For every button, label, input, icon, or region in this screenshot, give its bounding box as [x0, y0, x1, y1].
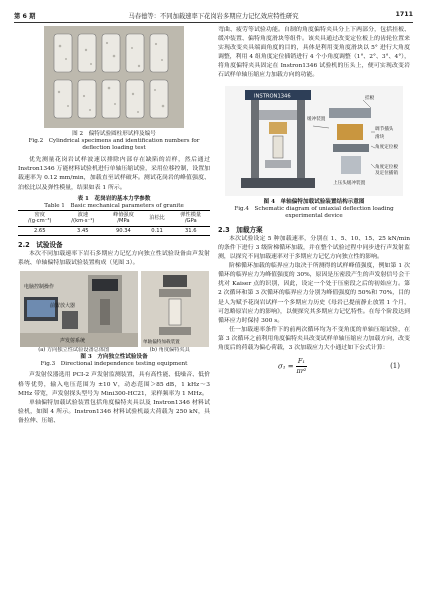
fig4-label-pin: 角度定位板	[375, 164, 398, 170]
issue-number: 第 6 期	[14, 13, 36, 20]
left-paragraph-3: 单轴偏特加载试验装置包括角度偏特夹具以及 Instron1346 材料试验机，如图 4 所示。Instron1346 材料试验机最大荷载为 250 kN，具备拉伸、压缩、	[18, 399, 210, 424]
table-cell: 3.45	[61, 226, 104, 235]
table1-caption-cn: 表 1 花岗岩的基本力学参数	[77, 195, 151, 202]
figure-4	[218, 86, 410, 220]
fig3-label-device: 单轴偏特加载装置	[142, 340, 180, 346]
right-column	[218, 26, 410, 376]
fig4-label-slider: 滑块	[375, 134, 385, 140]
equation-number: (1)	[390, 362, 400, 371]
table-header-modulus: 弹性模量 /GPa	[171, 210, 210, 225]
fig4-label-buffer: 缓冲装置	[307, 116, 326, 122]
equipment-overview-graphic	[20, 271, 138, 347]
fig2-caption-cn: 图 2 偏特试验圆柱形试样及编号	[72, 131, 156, 137]
equation-1	[218, 353, 410, 376]
figure-3	[18, 271, 210, 368]
table-cell: 0.11	[143, 226, 172, 235]
left-paragraph-2: 声发射仪器选用 PCI-2 声发射监测装置，具有高性能、低噪音、低价格等优势，输入电压范围为 ±10 V，动态范围＞85 dB，1 kHz～3 MHz 带宽，声发射探头型号为 Mini300-HC21，采样频率为 1 MHz。	[18, 372, 210, 397]
instron-label: INSTRON1346	[254, 93, 291, 100]
fig4-caption-en: Fig.4 Schematic diagram of uniaxial deflection loading experimental device	[234, 205, 394, 219]
specimen-photo-graphic	[44, 26, 184, 128]
table-row	[18, 226, 210, 235]
fig4-label-adjust-plug: 调节插头	[375, 126, 394, 132]
table1-caption-en: Table 1 Basic mechanical parameters of granite	[44, 202, 184, 209]
page-number: 1711	[395, 11, 413, 18]
specimen-photo	[44, 26, 184, 128]
fig4-caption-cn: 图 4 单轴偏特加载试验装置结构示意图	[263, 198, 365, 205]
equation-denominator: πr²	[296, 367, 307, 376]
left-paragraph-1: 优先测量花岗岩试样波速以排除内部存在缺陷的岩样，然后通过 Instron1346 万能材料试验机进行单轴压缩试验，采用位移控制，设置加载速率为 0.12 mm/min，加载直至试样破坏。测试花岗岩的峰值强度、泊松比以及弹性模量，结果如表 1 所示。	[18, 157, 210, 191]
fig4-label-upper-buffer: 上压头缓冲装置	[333, 180, 366, 186]
table-header-wave-velocity: 波速 /(km·s⁻¹)	[61, 210, 104, 225]
device-schematic	[225, 86, 403, 196]
figure-2	[18, 26, 210, 152]
deflection-fixture-graphic	[141, 271, 209, 347]
running-header	[14, 8, 413, 23]
fig3-subcaption-b: (b) 角度偏特夹具	[149, 347, 190, 354]
table-cell: 31.6	[171, 226, 210, 235]
section-2-3-paragraph-2: 阶梯循环加载的临界应力取决于所测得的试样峰值强度，例如第 1 次循环的临界应力为峰值强度的 30%，原因是压密段产生的声发射信号会干扰对 Kaiser 点的识别，因此，设定一个处于压密段之后的初始应力。第 2 次循环和第 3 次循环的临界应力分别为峰值强度的 50%和 70%，目的是人为赋予花岗岩试样一个多期应力历史《母岩已提前静止放置 1 个月，可忽略原岩应力的影响》，以便探究其多期应力记忆特性。在每个阶段达到循环应力时保持 300 s。	[218, 263, 410, 324]
equipment-overview-photo	[20, 271, 138, 347]
fig3-caption-cn: 图 3 方向独立性试验设备	[80, 354, 148, 361]
svg-text:及定位插销: 及定位插销	[375, 170, 398, 176]
equation-lhs: σ₁ =	[278, 362, 294, 371]
running-title: 马春德等：不同加载速率下花岗岩多期应力记忆效应特性研究	[128, 13, 299, 20]
table-1	[18, 196, 210, 236]
section-2-3-paragraph-3: 任一加载速率条件下的前两次循环均为不变角度的单轴压缩试验，在第 3 次循环之前利用角度偏特夹具改变试样单轴压缩应力加载方向，改变角度后的荷载为偏心荷载，3 次加载应力大小通过如下公式计算：	[218, 326, 410, 351]
fig3-label-ae: 声发射系统	[59, 338, 85, 345]
fig3-label-computer: 电脑控制操作	[23, 284, 54, 291]
device-schematic-graphic	[225, 86, 403, 196]
section-2-3-heading: 2.3 加载方案	[218, 225, 263, 234]
section-2-2-heading: 2.2 试验设备	[18, 241, 63, 250]
table-header-poisson: 泊松比	[143, 210, 172, 225]
fig3-caption-en: Fig.3 Directional independence testing equipment	[40, 361, 188, 368]
fig3-subcaption-a: (a) 方向独立性试验设备总体图	[38, 347, 110, 354]
deflection-fixture-photo	[141, 271, 209, 347]
equation-numerator: F₁	[296, 357, 307, 367]
right-paragraph-1: 弯曲、疲劳等试验功能。自制的角度偏特夹具分上下两部分，包括挂板、缓冲装置、偏特角度滑块等组件。该夹具通过改变定位板上的齿轮位置来实现改变夹具端面角度的目的，具体是利用变角度滑块以 5° 进行大角度调整，利用 4 组角度定位插销进行 4 个小角度调整（1°、2°、3°、4°），将角度偏特夹具固定在 Instron1346 试验机的压头上，便可实现改变岩石试样单轴压缩应力加载方向的功能。	[218, 27, 410, 79]
section-2-2-paragraph: 本次不同加载速率下岩石多期应力记忆方向独立性试验设备由声发射系统、单轴偏特加载试验装置构成（见图 3）。	[18, 251, 210, 267]
table-header-peak-strength: 峰值强度 /MPa	[104, 210, 142, 225]
fig4-label-angle-plate: 角度定位板	[375, 144, 398, 150]
fig2-caption-en: Fig.2 Cylindrical specimens and identification numbers for deflection loading test	[28, 138, 200, 152]
equation-fraction	[296, 357, 307, 376]
table-cell: 90.34	[104, 226, 142, 235]
table-cell: 2.65	[18, 226, 61, 235]
section-2-3-paragraph-1: 本次试验设定 5 种加载速率，分别在 1、5、10、15、25 kN/min 的条件下进行 3 级阶梯循环加载，并在整个试验过程中同步进行声发射监测，以探究不同加载速率对于多期应力记忆方向独立性的影响。	[218, 235, 410, 261]
left-column	[18, 26, 210, 426]
table-header-density: 密度 /(g·cm⁻³)	[18, 210, 61, 225]
fig3-label-preamp: 前置放大器	[49, 303, 75, 310]
fig4-label-hanging-plate: 挂板	[365, 95, 375, 101]
parameter-table	[18, 210, 210, 236]
